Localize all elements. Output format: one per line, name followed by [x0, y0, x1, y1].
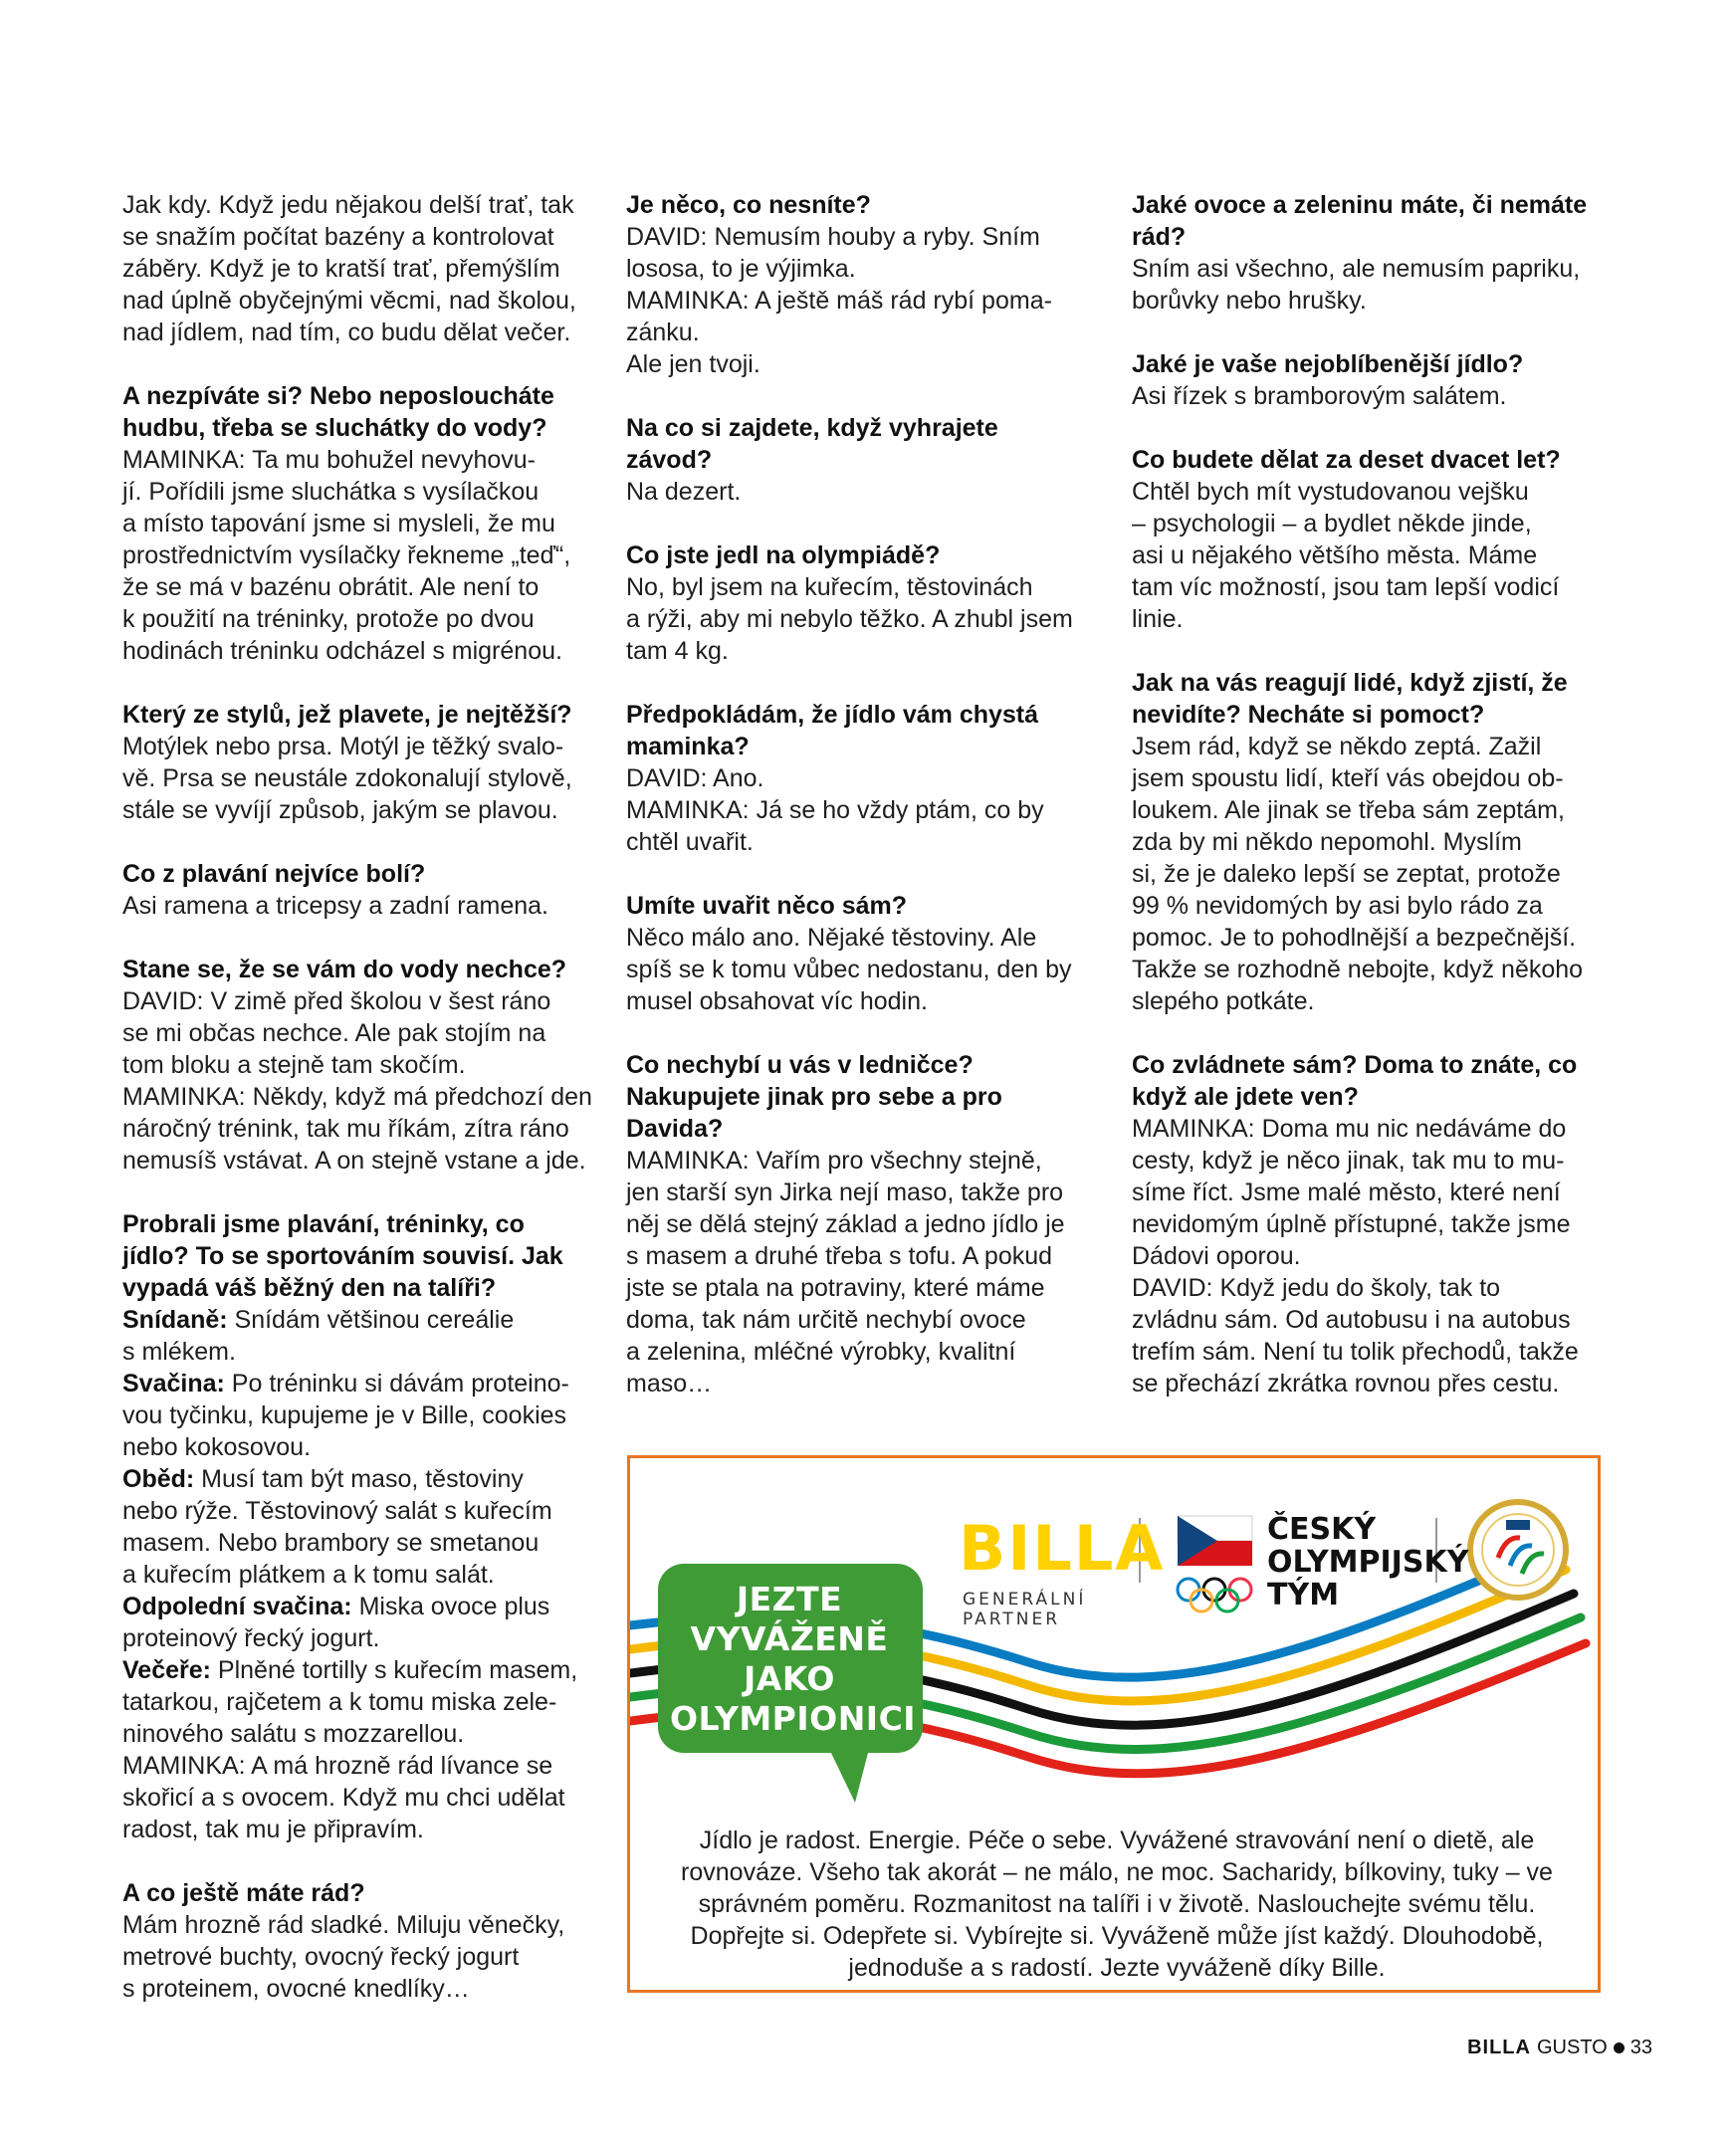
text-line: TÝM — [1267, 1578, 1340, 1612]
meal-label: Večeře: — [122, 1656, 211, 1684]
answer-line: lososa, to je výjimka. — [626, 255, 856, 283]
qa-block — [122, 1877, 595, 2005]
question — [626, 189, 1099, 221]
question-line: Jak na vás reagují lidé, když zjistí, že — [1132, 669, 1568, 697]
meal-text: Po tréninku si dávám proteino- — [231, 1370, 569, 1398]
question — [626, 412, 1099, 476]
meal-line — [122, 1463, 595, 1495]
answer-line: nad úplně obyčejnými věcmi, nad školou, — [122, 287, 576, 315]
answer-line: nemusíš vstávat. A on stejně vstane a jde. — [122, 1147, 586, 1175]
meal-line — [122, 1591, 595, 1622]
text-line: Dopřejte si. Odepřete si. Vybírejte si. Vyváženě může jíst každý. Dlouhodobě, — [690, 1922, 1544, 1950]
billa-partner-label — [963, 1590, 1086, 1629]
meal-label: Oběd: — [122, 1465, 195, 1493]
meal-text: vou tyčinku, kupujeme je v Bille, cookies — [122, 1401, 567, 1429]
answer-line: DAVID: Ano. — [626, 764, 764, 792]
meal-text: Snídám většinou cereálie — [234, 1306, 515, 1334]
qa-block — [626, 699, 1099, 858]
answer-line: MAMINKA: Ta mu bohužel nevyhovu- — [122, 446, 537, 474]
question — [122, 954, 595, 985]
article-column-3 — [1132, 189, 1605, 1431]
answer — [626, 922, 1099, 1017]
answer-line: Na dezert. — [626, 478, 742, 506]
meal-line — [122, 1368, 595, 1399]
qa-block — [1132, 667, 1605, 1017]
question-line: nevidíte? Necháte si pomoct? — [1132, 701, 1485, 729]
olympic-rings-icon — [1178, 1579, 1251, 1612]
qa-block — [122, 858, 595, 922]
answer — [122, 444, 595, 667]
qa-block — [122, 1208, 595, 1845]
answer-line: MAMINKA: Vařím pro všechny stejně, — [626, 1147, 1042, 1175]
question-line: Na co si zajdete, když vyhrajete — [626, 414, 998, 442]
text-line: JEZTE — [736, 1580, 843, 1618]
meal-text: proteinový řecký jogurt. — [122, 1624, 380, 1652]
answer-line: stále se vyvíjí způsob, jakým se plavou. — [122, 796, 558, 824]
answer — [626, 762, 1099, 858]
question — [626, 699, 1099, 762]
answer-line: DAVID: Když jedu do školy, tak to — [1132, 1274, 1501, 1302]
answer-line: k použití na tréninky, protože po dvou — [122, 605, 535, 633]
question-line: Probrali jsme plavání, tréninky, co — [122, 1210, 525, 1238]
meal-text: masem. Nebo brambory se smetanou — [122, 1529, 540, 1557]
answer — [626, 1145, 1099, 1399]
meal-label: Snídaně: — [122, 1306, 228, 1334]
text-line: ČESKÝ — [1267, 1512, 1377, 1547]
meal-label: Svačina: — [122, 1370, 225, 1398]
answer-line: a rýži, aby mi nebylo těžko. A zhubl jsem — [626, 605, 1073, 633]
answer-line: chtěl uvařit. — [626, 828, 754, 856]
text-line: OLYMPIJSKÝ — [1267, 1545, 1469, 1580]
answer-line: tom bloku a stejně tam skočím. — [122, 1051, 466, 1079]
question-line: Je něco, co nesníte? — [626, 191, 871, 219]
answer — [626, 476, 1099, 508]
answer-line: se snažím počítat bazény a kontrolovat — [122, 223, 554, 251]
question-line: Co z plavání nejvíce bolí? — [122, 860, 426, 888]
question-line: Co jste jedl na olympiádě? — [626, 541, 941, 569]
question-line: Stane se, že se vám do vody nechce? — [122, 956, 567, 983]
answer-line: Jsem rád, když se někdo zeptá. Zažil — [1132, 733, 1542, 760]
answer-line: pomoc. Je to pohodlnější a bezpečnější. — [1132, 924, 1577, 952]
answer-line: jí. Pořídili jsme sluchátka s vysílačkou — [122, 478, 540, 506]
answer-line: loukem. Ale jinak se třeba sám zeptám, — [1132, 796, 1565, 824]
promo-body-text — [660, 1825, 1574, 1984]
answer — [122, 731, 595, 826]
answer-line: borůvky nebo hrušky. — [1132, 287, 1367, 315]
text-line: OLYMPIONICI — [670, 1699, 917, 1738]
question-line: Co budete dělat za deset dvacet let? — [1132, 446, 1561, 474]
answer-line: MAMINKA: Někdy, když má předchozí den — [122, 1083, 592, 1111]
qa-block — [626, 1049, 1099, 1399]
page-footer — [1467, 2036, 1652, 2059]
qa-block — [1132, 444, 1605, 635]
qa-block — [1132, 1049, 1605, 1399]
question — [626, 890, 1099, 922]
question — [122, 1877, 595, 1909]
answer-line: MAMINKA: Doma mu nic nedáváme do — [1132, 1115, 1567, 1143]
text-line: GENERÁLNÍ — [963, 1590, 1087, 1610]
answer — [1132, 380, 1605, 412]
question-line: Davida? — [626, 1115, 724, 1143]
meal-line — [122, 1336, 595, 1368]
qa-block — [122, 380, 595, 667]
answer — [122, 1750, 595, 1845]
question-line: Jaké je vaše nejoblíbenější jídlo? — [1132, 350, 1524, 378]
question-line: Co zvládnete sám? Doma to znáte, co — [1132, 1051, 1578, 1079]
answer-line: MAMINKA: A ještě máš rád rybí poma- — [626, 287, 1052, 315]
meal-text: Miska ovoce plus — [358, 1593, 550, 1620]
text-line: jednoduše a s radostí. Jezte vyváženě díky Bille. — [848, 1954, 1386, 1982]
answer-line: se přechází zkrátka rovnou přes cestu. — [1132, 1370, 1560, 1398]
promo-box — [627, 1455, 1601, 1993]
answer-line: – psychologii – a bydlet někde jinde, — [1132, 510, 1532, 538]
meal-line — [122, 1399, 595, 1431]
question-line: rád? — [1132, 223, 1187, 251]
answer-line: Něco málo ano. Nějaké těstoviny. Ale — [626, 924, 1037, 952]
footer-brand: BILLA — [1467, 2037, 1531, 2058]
question-line: Co nechybí u vás v ledničce? — [626, 1051, 974, 1079]
answer-line: metrové buchty, ovocný řecký jogurt — [122, 1943, 520, 1971]
answer-line: slepého potkáte. — [1132, 987, 1315, 1015]
answer-line: radost, tak mu je připravím. — [122, 1816, 424, 1843]
bubble-headline — [670, 1580, 917, 1739]
answer-line: prostřednictvím vysílačky řekneme „teď“, — [122, 541, 571, 569]
answer-line: Chtěl bych mít vystudovanou vejšku — [1132, 478, 1529, 506]
meal-text: Musí tam být maso, těstoviny — [201, 1465, 524, 1493]
meal-line — [122, 1686, 595, 1718]
answer-line: nad jídlem, nad tím, co budu dělat večer. — [122, 319, 571, 346]
qa-block — [122, 699, 595, 826]
billa-logo: BILLA — [959, 1512, 1166, 1585]
answer-line: Jak kdy. Když jedu nějakou delší trať, tak — [122, 191, 574, 219]
answer-line: síme říct. Jsme malé město, které není — [1132, 1179, 1561, 1206]
question-line: Umíte uvařit něco sám? — [626, 892, 908, 920]
meal-text: nebo kokosovou. — [122, 1433, 312, 1461]
question-line: když ale jdete ven? — [1132, 1083, 1359, 1111]
text-line: správném poměru. Rozmanitost na talíři i v životě. Naslouchejte svému tělu. — [698, 1890, 1536, 1918]
meal-text: s mlékem. — [122, 1338, 236, 1366]
meal-text: tatarkou, rajčetem a k tomu miska zele- — [122, 1688, 557, 1716]
question — [122, 699, 595, 731]
question-line: závod? — [626, 446, 713, 474]
article-column-1 — [122, 189, 595, 2037]
answer-line: Takže se rozhodně nebojte, když někoho — [1132, 956, 1584, 983]
answer-line: tam víc možností, jsou tam lepší vodicí — [1132, 573, 1560, 601]
answer-line: cesty, když je něco jinak, tak mu to mu- — [1132, 1147, 1565, 1175]
answer — [122, 985, 595, 1177]
text-line: JAKO — [744, 1659, 835, 1698]
answer-line: Ale jen tvoji. — [626, 350, 760, 378]
answer — [122, 890, 595, 922]
answer-line: MAMINKA: Já se ho vždy ptám, co by — [626, 796, 1044, 824]
qa-block — [122, 189, 595, 348]
answer-line: náročný trénink, tak mu říkám, zítra ráno — [122, 1115, 569, 1143]
question — [1132, 189, 1605, 253]
answer-line: Dádovi oporou. — [1132, 1242, 1301, 1270]
qa-block — [122, 954, 595, 1177]
answer — [1132, 1113, 1605, 1399]
meal-line — [122, 1304, 595, 1336]
answer-line: se mi občas nechce. Ale pak stojím na — [122, 1019, 546, 1047]
question-line: Jaké ovoce a zeleninu máte, či nemáte — [1132, 191, 1588, 219]
answer-line: zda by mi někdo nepomohl. Myslím — [1132, 828, 1522, 856]
question-line: hudbu, třeba se sluchátky do vody? — [122, 414, 547, 442]
text-line: PARTNER — [963, 1610, 1061, 1629]
czech-flag-icon — [1178, 1516, 1252, 1566]
meal-text: ninového salátu s mozzarellou. — [122, 1720, 465, 1748]
answer-line: jsem spoustu lidí, kteří vás obejdou ob- — [1132, 764, 1564, 792]
answer-line: Asi řízek s bramborovým salátem. — [1132, 382, 1507, 410]
qa-block — [626, 539, 1099, 667]
answer-line: vě. Prsa se neustále zdokonalují stylově, — [122, 764, 572, 792]
question — [626, 539, 1099, 571]
article-column-2 — [626, 189, 1099, 1431]
answer-line: že se má v bazénu obrátit. Ale není to — [122, 573, 540, 601]
answer-line: Asi ramena a tricepsy a zadní ramena. — [122, 892, 548, 920]
answer — [1132, 476, 1605, 635]
meal-label: Odpolední svačina: — [122, 1593, 352, 1620]
answer — [626, 221, 1099, 380]
paralympic-seal-icon — [1470, 1502, 1566, 1598]
answer-line: maso… — [626, 1370, 713, 1398]
answer-line: Mám hrozně rád sladké. Miluju věnečky, — [122, 1911, 565, 1939]
qa-block — [1132, 348, 1605, 412]
question — [626, 1049, 1099, 1145]
text-line: rovnováze. Všeho tak akorát – ne málo, ne moc. Sacharidy, bílkoviny, tuky – ve — [681, 1858, 1553, 1886]
qa-block — [1132, 189, 1605, 317]
answer-line: No, byl jsem na kuřecím, těstovinách — [626, 573, 1033, 601]
meal-line — [122, 1495, 595, 1527]
meal-text: nebo rýže. Těstovinový salát s kuřecím — [122, 1497, 552, 1525]
answer-line: DAVID: Nemusím houby a ryby. Sním — [626, 223, 1040, 251]
answer-line: skořicí a s ovocem. Když mu chci udělat — [122, 1784, 565, 1812]
answer-line: hodinách tréninku odcházel s migrénou. — [122, 637, 562, 665]
question-line: A co ještě máte rád? — [122, 1879, 365, 1907]
question-line: Předpokládám, že jídlo vám chystá — [626, 701, 1039, 729]
page-number: 33 — [1629, 2037, 1652, 2058]
footer-magazine: GUSTO — [1536, 2037, 1608, 2058]
answer-line: záběry. Když je to kratší trať, přemýšlím — [122, 255, 560, 283]
meal-line — [122, 1718, 595, 1750]
meal-line — [122, 1559, 595, 1591]
answer — [626, 571, 1099, 667]
answer-line: MAMINKA: A má hrozně rád lívance se — [122, 1752, 553, 1780]
text-line: VYVÁŽENĚ — [690, 1619, 889, 1658]
answer-line: nevidomým úplně přístupné, takže jsme — [1132, 1210, 1571, 1238]
answer-line: 99 % nevidomých by asi bylo rádo za — [1132, 892, 1543, 920]
question — [1132, 1049, 1605, 1113]
question — [122, 1208, 595, 1304]
answer-line: tam 4 kg. — [626, 637, 729, 665]
answer-line: si, že je daleko lepší se zeptat, protože — [1132, 860, 1561, 888]
question — [1132, 667, 1605, 731]
answer — [1132, 253, 1605, 317]
meal-line — [122, 1431, 595, 1463]
answer — [1132, 731, 1605, 1017]
question — [122, 380, 595, 444]
question-line: Který ze stylů, jež plavete, je nejtěžší? — [122, 701, 572, 729]
question-line: maminka? — [626, 733, 750, 760]
question — [1132, 348, 1605, 380]
answer-line: asi u nějakého většího města. Máme — [1132, 541, 1538, 569]
answer-line: jen starší syn Jirka nejí maso, takže pro — [626, 1179, 1064, 1206]
answer-line: spíš se k tomu vůbec nedostanu, den by — [626, 956, 1072, 983]
question — [122, 858, 595, 890]
answer-line: zvládnu sám. Od autobusu i na autobus — [1132, 1306, 1571, 1334]
answer-line: s proteinem, ovocné knedlíky… — [122, 1975, 470, 2003]
answer-line: Sním asi všechno, ale nemusím papriku, — [1132, 255, 1581, 283]
answer-line: Motýlek nebo prsa. Motýl je těžký svalo- — [122, 733, 564, 760]
question-line: jídlo? To se sportováním souvisí. Jak — [122, 1242, 563, 1270]
meal-text: a kuřecím plátkem a k tomu salát. — [122, 1561, 495, 1589]
qa-block — [626, 890, 1099, 1017]
answer — [122, 189, 595, 348]
answer-line: musel obsahovat víc hodin. — [626, 987, 928, 1015]
answer-line: něj se dělá stejný základ a jedno jídlo je — [626, 1210, 1065, 1238]
meal-line — [122, 1622, 595, 1654]
qa-block — [626, 412, 1099, 508]
meal-line — [122, 1654, 595, 1686]
answer-line: jste se ptala na potraviny, které máme — [626, 1274, 1045, 1302]
answer — [122, 1909, 595, 2005]
answer-line: s masem a druhé třeba s tofu. A pokud — [626, 1242, 1053, 1270]
answer-line: zánku. — [626, 319, 700, 346]
meal-text: Plněné tortilly s kuřecím masem, — [217, 1656, 578, 1684]
question-line: vypadá váš běžný den na talíři? — [122, 1274, 497, 1302]
question — [1132, 444, 1605, 476]
answer-line: trefím sám. Není tu tolik přechodů, takže — [1132, 1338, 1579, 1366]
answer-line: DAVID: V zimě před školou v šest ráno — [122, 987, 551, 1015]
answer-line: a místo tapování jsme si mysleli, že mu — [122, 510, 555, 538]
bullet-dot-icon — [1614, 2042, 1625, 2053]
question-line: A nezpíváte si? Nebo neposloucháte — [122, 382, 554, 410]
meal-line — [122, 1527, 595, 1559]
text-line: Jídlo je radost. Energie. Péče o sebe. Vyvážené stravování není o dietě, ale — [699, 1827, 1535, 1854]
qa-block — [626, 189, 1099, 380]
answer-line: linie. — [1132, 605, 1184, 633]
answer-line: doma, tak nám určitě nechybí ovoce — [626, 1306, 1026, 1334]
answer-line: a zelenina, mléčné výrobky, kvalitní — [626, 1338, 1016, 1366]
czech-olympic-team-label — [1267, 1513, 1468, 1612]
question-line: Nakupujete jinak pro sebe a pro — [626, 1083, 1002, 1111]
